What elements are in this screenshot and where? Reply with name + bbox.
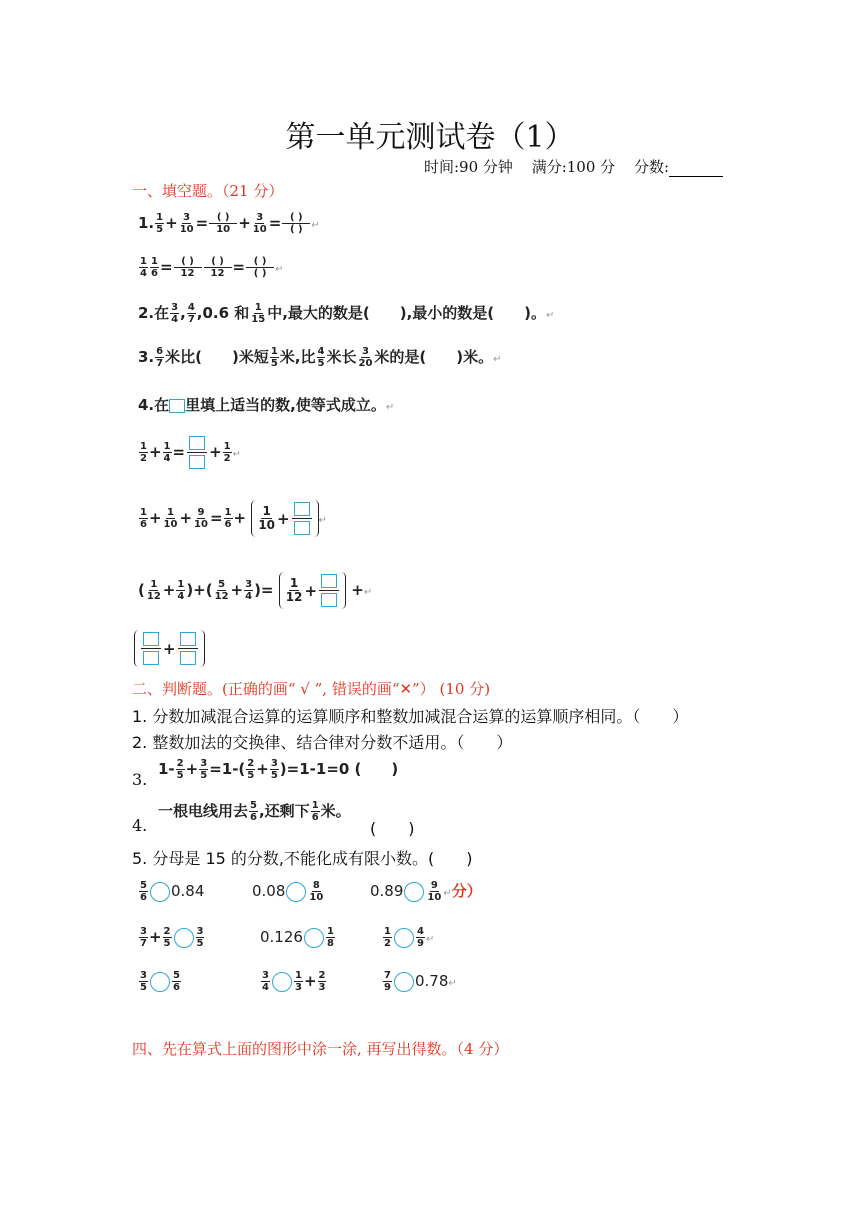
compare-2: 0.08 $\frac{8}{10}$ xyxy=(252,880,324,903)
compare-9: $\frac{7}{9}$ 0.78↵ xyxy=(384,970,457,993)
box-fraction-input[interactable] xyxy=(141,632,161,665)
compare-circle-input[interactable] xyxy=(272,972,292,992)
fraction: $\frac{6}{7}$ xyxy=(156,346,164,369)
compare-6: $\frac{1}{2}$ $\frac{4}{9}$ ↵ xyxy=(384,926,435,949)
compare-5: 0.126 $\frac{1}{8}$ xyxy=(260,926,334,949)
fraction: $\frac{1}{10}$ xyxy=(163,507,178,530)
q4-equation-1: $\frac{1}{2}$ + $\frac{1}{4}$ = + $\frac{1}{2}$ ↵ xyxy=(138,436,241,469)
compare-8: $\frac{3}{4}$ $\frac{1}{3}$ + $\frac{2}{3}$ xyxy=(262,970,326,993)
judge-item-3-label: 3. xyxy=(132,770,148,789)
q2-answer-blanks[interactable]: 中,最大的数是( ),最小的数是( )。 xyxy=(267,304,547,322)
judge-item-4: 一根电线用去 $\frac{5}{6}$ ,还剩下 $\frac{1}{6}$ 米。 xyxy=(158,800,351,823)
fraction: $\frac{4}{7}$ xyxy=(187,302,195,325)
fraction: $\frac{1}{6}$ xyxy=(150,256,158,279)
compare-circle-input[interactable] xyxy=(174,928,194,948)
q1-line-b: $\frac{1}{4}$ $\frac{1}{6}$ = $\frac{( )}{12}$ $\frac{( )}{12}$ = $\frac{( )}{( )}$ ↵ xyxy=(140,256,284,279)
judge-item-4-label: 4. xyxy=(132,816,148,835)
fraction: $\frac{1}{6}$ xyxy=(224,507,232,530)
compare-circle-input[interactable] xyxy=(304,928,324,948)
compare-circle-input[interactable] xyxy=(404,882,424,902)
section-compare-score: 分） xyxy=(451,882,482,900)
bracket-group: $\frac{1}{10}$ + xyxy=(251,500,318,537)
exam-full-score: 满分:100 分 xyxy=(531,158,616,176)
section-fill-blanks: 一、填空题。（21 分） xyxy=(132,182,284,200)
score-blank[interactable] xyxy=(669,162,723,177)
fraction: $\frac{3}{10}$ xyxy=(179,212,194,235)
fraction-blank[interactable]: $\frac{( )}{12}$ xyxy=(174,256,202,279)
fraction-blank[interactable]: $\frac{( )}{( )}$ xyxy=(246,256,274,279)
exam-time: 时间:90 分钟 xyxy=(424,158,513,176)
page-title: 第一单元测试卷（1） xyxy=(285,120,575,155)
fraction: $\frac{1}{5}$ xyxy=(270,346,278,369)
bracket-group: $\frac{1}{12}$ + xyxy=(279,572,346,609)
fraction: $\frac{3}{20}$ xyxy=(358,346,373,369)
section-shade-figure: 四、先在算式上面的图形中涂一涂, 再写出得数。（4 分） xyxy=(132,1040,509,1058)
bracket-group: + xyxy=(134,630,205,667)
fraction-blank[interactable]: $\frac{( )}{( )}$ xyxy=(282,212,310,235)
fraction: $\frac{1}{4}$ xyxy=(177,579,185,602)
fraction: $\frac{1}{15}$ xyxy=(251,302,266,325)
fraction: $\frac{1}{2}$ xyxy=(140,441,147,464)
fraction: $\frac{1}{6}$ xyxy=(140,507,147,530)
fraction: $\frac{9}{10}$ xyxy=(194,507,208,530)
fraction: $\frac{3}{10}$ xyxy=(252,212,267,235)
judge-item-5: 5. 分母是 15 的分数,不能化成有限小数。( ) xyxy=(132,849,473,868)
exam-score-label: 分数: xyxy=(633,158,669,176)
q4-instruction: 4.在 里填上适当的数,使等式成立。↵ xyxy=(138,396,395,414)
q1-line-a: 1. $\frac{1}{5}$ + $\frac{3}{10}$ = $\frac{( )}{10}$ + $\frac{3}{10}$ = $\frac{( )}{( )}$ ↵ xyxy=(138,212,320,235)
box-fraction-input[interactable] xyxy=(178,632,198,665)
box-fraction-input[interactable] xyxy=(292,502,312,535)
fraction: $\frac{5}{12}$ xyxy=(214,579,229,602)
exam-meta xyxy=(424,156,737,177)
compare-circle-input[interactable] xyxy=(394,972,414,992)
compare-1: $\frac{5}{6}$ 0.84 xyxy=(140,880,205,903)
fraction: $\frac{4}{5}$ xyxy=(317,346,325,369)
fraction: $\frac{1}{5}$ xyxy=(156,212,164,235)
q3-blank[interactable]: 米比( )米短 xyxy=(165,348,269,366)
fraction-blank[interactable]: $\frac{( )}{12}$ xyxy=(204,256,232,279)
fraction: $\frac{3}{4}$ xyxy=(171,302,179,325)
compare-circle-input[interactable] xyxy=(150,972,170,992)
fraction-blank[interactable]: $\frac{( )}{10}$ xyxy=(209,212,237,235)
judge-3-blank[interactable]: )=1-1=0 ( ) xyxy=(279,760,399,778)
q3: 3. $\frac{6}{7}$ 米比( )米短 $\frac{1}{5}$ 米,比 $\frac{4}{5}$ 米长 $\frac{3}{20}$ 米的是( )米。↵ xyxy=(138,346,502,369)
fraction: $\frac{1}{4}$ xyxy=(140,256,147,279)
q4-equation-2: $\frac{1}{6}$ + $\frac{1}{10}$ + $\frac{9}{10}$ = $\frac{1}{6}$ + $\frac{1}{10}$ + ↵ xyxy=(138,500,327,537)
compare-3: 0.89 $\frac{9}{10}$ ↵分） xyxy=(370,880,482,903)
fraction: $\frac{1}{4}$ xyxy=(163,441,171,464)
compare-4: $\frac{3}{7}$ + $\frac{2}{5}$ $\frac{3}{5}$ xyxy=(140,926,204,949)
answer-box-icon xyxy=(169,399,185,413)
section-true-false: 二、判断题。(正确的画“ √ ”, 错误的画“✕”） (10 分) xyxy=(132,680,491,698)
q3-answer-blank[interactable]: 米的是( )米。 xyxy=(374,348,494,366)
judge-item-2: 2. 整数加法的交换律、结合律对分数不适用。（ ） xyxy=(132,733,513,752)
q1-label: 1. xyxy=(138,214,155,232)
compare-circle-input[interactable] xyxy=(150,882,170,902)
fraction: $\frac{3}{4}$ xyxy=(245,579,253,602)
judge-4-blank[interactable]: ( ) xyxy=(370,819,415,838)
q4-equation-3: ( $\frac{1}{12}$ + $\frac{1}{4}$ )+( $\frac{5}{12}$ + $\frac{3}{4}$ )= $\frac{1}{12}$ + +↵ xyxy=(138,572,372,609)
judge-item-3: 1- $\frac{2}{5}$ + $\frac{3}{5}$ =1-( $\frac{2}{5}$ + $\frac{3}{5}$ )=1-1=0 ( ) xyxy=(158,758,399,781)
compare-circle-input[interactable] xyxy=(286,882,306,902)
q4-equation-3-continued xyxy=(134,630,205,667)
box-fraction-input[interactable] xyxy=(319,574,339,607)
q2: 2.在 $\frac{3}{4}$ , $\frac{4}{7}$ ,0.6 和 $\frac{1}{15}$ 中,最大的数是( ),最小的数是( )。↵ xyxy=(138,302,555,325)
judge-item-1: 1. 分数加减混合运算的运算顺序和整数加减混合运算的运算顺序相同。（ ） xyxy=(132,707,689,726)
fraction: $\frac{1}{2}$ xyxy=(223,441,231,464)
compare-7: $\frac{3}{5}$ $\frac{5}{6}$ xyxy=(140,970,180,993)
compare-circle-input[interactable] xyxy=(394,928,414,948)
box-fraction-input[interactable] xyxy=(187,436,207,469)
fraction: $\frac{1}{12}$ xyxy=(146,579,161,602)
